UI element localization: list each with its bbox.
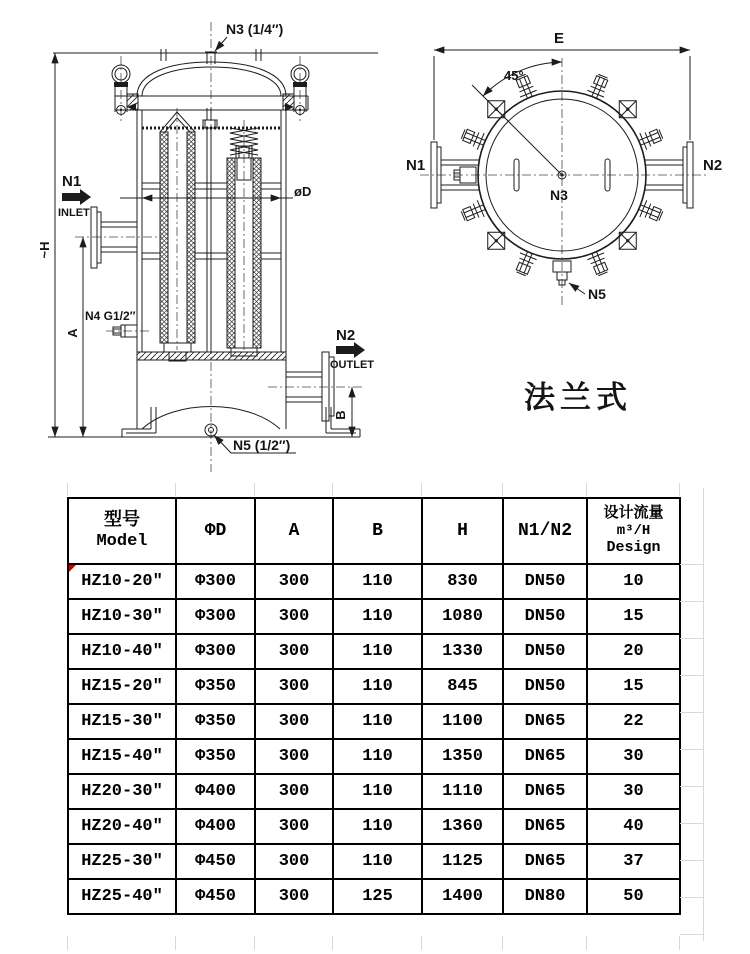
- table-cell: 300: [255, 774, 333, 809]
- col-header-a: A: [255, 498, 333, 564]
- table-cell: 10: [587, 564, 680, 599]
- table-cell: DN65: [503, 704, 587, 739]
- table-row: [68, 599, 680, 634]
- table-cell: HZ25-40″: [68, 879, 176, 914]
- table-cell: 110: [333, 739, 422, 774]
- label-e-dim: E: [554, 30, 565, 47]
- table-cell: 830: [422, 564, 503, 599]
- table-cell: 300: [255, 599, 333, 634]
- label-n3-top: N3: [550, 187, 568, 203]
- col-header-n1n2: N1/N2: [503, 498, 587, 564]
- table-cell: Φ300: [176, 634, 255, 669]
- table-cell: HZ25-30″: [68, 844, 176, 879]
- table-cell: 110: [333, 704, 422, 739]
- table-cell: 1350: [422, 739, 503, 774]
- table-cell: 110: [333, 844, 422, 879]
- gridline: [680, 823, 703, 824]
- table-cell: 300: [255, 564, 333, 599]
- col-header-flow: [587, 498, 680, 564]
- table-cell: 1125: [422, 844, 503, 879]
- table-cell: 300: [255, 739, 333, 774]
- label-b-dim: B: [333, 410, 348, 420]
- gridline: [502, 483, 503, 496]
- table-cell: 22: [587, 704, 680, 739]
- table-cell: 300: [255, 844, 333, 879]
- header-flow-cn: 设计流量: [603, 504, 664, 522]
- table-cell: 40: [587, 809, 680, 844]
- spec-table: [67, 497, 681, 915]
- table-cell: DN65: [503, 774, 587, 809]
- table-cell: 1400: [422, 879, 503, 914]
- table-cell: 30: [587, 774, 680, 809]
- table-row: [68, 669, 680, 704]
- table-cell: Φ300: [176, 564, 255, 599]
- gridline: [680, 786, 703, 787]
- gridline: [502, 936, 503, 950]
- table-cell: 1080: [422, 599, 503, 634]
- gridline: [175, 936, 176, 950]
- flange-stud-bolt: [636, 126, 664, 151]
- outlet-flow-arrow: [336, 342, 365, 358]
- table-cell: 15: [587, 599, 680, 634]
- table-cell: 1330: [422, 634, 503, 669]
- header-flow-en: Design: [606, 539, 661, 557]
- table-cell: 110: [333, 669, 422, 704]
- col-header-b: B: [333, 498, 422, 564]
- side-view: [37, 21, 378, 472]
- table-row: [68, 634, 680, 669]
- table-cell: 1110: [422, 774, 503, 809]
- table-cell: Φ400: [176, 774, 255, 809]
- table-cell: 110: [333, 774, 422, 809]
- table-cell: 20: [587, 634, 680, 669]
- table-cell: HZ20-40″: [68, 809, 176, 844]
- table-cell: DN50: [503, 599, 587, 634]
- table-cell: 300: [255, 809, 333, 844]
- table-cell: Φ450: [176, 844, 255, 879]
- label-n2-side: N2: [336, 327, 356, 344]
- table-cell: Φ450: [176, 879, 255, 914]
- table-cell: 300: [255, 634, 333, 669]
- gridline: [254, 483, 255, 496]
- label-n3-side: N3 (1/4″): [226, 21, 284, 37]
- table-cell: 110: [333, 809, 422, 844]
- gridline: [679, 483, 680, 496]
- col-header-model: [68, 498, 176, 564]
- table-row: [68, 564, 680, 599]
- label-phid-dim: øD: [294, 184, 312, 199]
- table-cell: 1360: [422, 809, 503, 844]
- table-cell: HZ15-30″: [68, 704, 176, 739]
- gridline: [680, 712, 703, 713]
- label-n5-top: N5: [588, 286, 606, 302]
- table-cell: 300: [255, 704, 333, 739]
- gridline: [332, 936, 333, 950]
- inlet-flow-arrow: [62, 189, 91, 205]
- gridline: [67, 483, 68, 496]
- label-45deg: 45°: [504, 68, 524, 83]
- col-header-phid: ΦD: [176, 498, 255, 564]
- flange-stud-bolt: [513, 249, 538, 277]
- flange-stud-bolt: [460, 199, 488, 224]
- table-row: [68, 844, 680, 879]
- table-cell: DN65: [503, 809, 587, 844]
- table-cell: 110: [333, 599, 422, 634]
- gridline: [254, 936, 255, 950]
- table-cell: 110: [333, 634, 422, 669]
- label-h-dim: ~H: [37, 241, 52, 259]
- table-row: [68, 809, 680, 844]
- table-row: [68, 704, 680, 739]
- table-cell: 37: [587, 844, 680, 879]
- table-cell: HZ15-20″: [68, 669, 176, 704]
- table-cell: Φ300: [176, 599, 255, 634]
- gridline: [680, 564, 703, 565]
- table-cell: Φ350: [176, 669, 255, 704]
- table-cell: Φ400: [176, 809, 255, 844]
- table-cell: DN80: [503, 879, 587, 914]
- label-n1-side: N1: [62, 173, 82, 190]
- table-cell: DN50: [503, 564, 587, 599]
- table-cell: 50: [587, 879, 680, 914]
- header-row: [68, 498, 680, 564]
- table-cell: DN50: [503, 634, 587, 669]
- label-n1-top: N1: [406, 157, 426, 174]
- table-cell: HZ15-40″: [68, 739, 176, 774]
- label-outlet: OUTLET: [330, 359, 374, 371]
- table-cell: 1100: [422, 704, 503, 739]
- gridline: [680, 638, 703, 639]
- col-header-h: H: [422, 498, 503, 564]
- gridline: [680, 860, 703, 861]
- gridline: [421, 936, 422, 950]
- label-n2-top: N2: [703, 157, 723, 174]
- header-model-cn: 型号: [104, 510, 140, 531]
- table-cell: DN65: [503, 844, 587, 879]
- label-inlet: INLET: [58, 207, 90, 219]
- table-cell: HZ10-40″: [68, 634, 176, 669]
- table-row: [68, 879, 680, 914]
- spec-table-body: [68, 564, 680, 914]
- gridline: [67, 936, 68, 950]
- gridline: [680, 749, 703, 750]
- table-row: [68, 774, 680, 809]
- gridline: [680, 675, 703, 676]
- table-cell: 30: [587, 739, 680, 774]
- table-cell: DN50: [503, 669, 587, 704]
- gridline: [332, 483, 333, 496]
- label-n4: N4 G1/2″: [85, 309, 136, 323]
- flange-stud-bolt: [460, 126, 488, 151]
- table-cell: 110: [333, 564, 422, 599]
- gridline: [680, 601, 703, 602]
- table-cell: HZ20-30″: [68, 774, 176, 809]
- table-cell: DN65: [503, 739, 587, 774]
- table-cell: 125: [333, 879, 422, 914]
- label-n5-side: N5 (1/2″): [233, 437, 291, 453]
- flange-stud-bolt: [586, 249, 611, 277]
- table-row: [68, 739, 680, 774]
- table-cell: Φ350: [176, 704, 255, 739]
- table-cell: 300: [255, 669, 333, 704]
- gridline: [680, 897, 703, 898]
- drawing-caption: 法兰式: [524, 380, 632, 415]
- gridline: [586, 483, 587, 496]
- table-cell: 15: [587, 669, 680, 704]
- flange-stud-bolt: [586, 73, 611, 101]
- table-cell: Φ350: [176, 739, 255, 774]
- top-view: [406, 30, 722, 306]
- header-flow-unit: m³/H: [616, 522, 651, 539]
- table-cell: HZ10-20″: [68, 564, 176, 599]
- table-cell: 845: [422, 669, 503, 704]
- header-model-en: Model: [96, 531, 148, 551]
- table-cell: 300: [255, 879, 333, 914]
- gridline: [586, 936, 587, 950]
- gridline: [680, 934, 703, 935]
- flange-stud-bolt: [636, 199, 664, 224]
- label-a-dim: A: [65, 328, 80, 338]
- gridline: [175, 483, 176, 496]
- gridline: [421, 483, 422, 496]
- table-cell: HZ10-30″: [68, 599, 176, 634]
- gridline: [703, 488, 704, 941]
- gridline: [679, 936, 680, 950]
